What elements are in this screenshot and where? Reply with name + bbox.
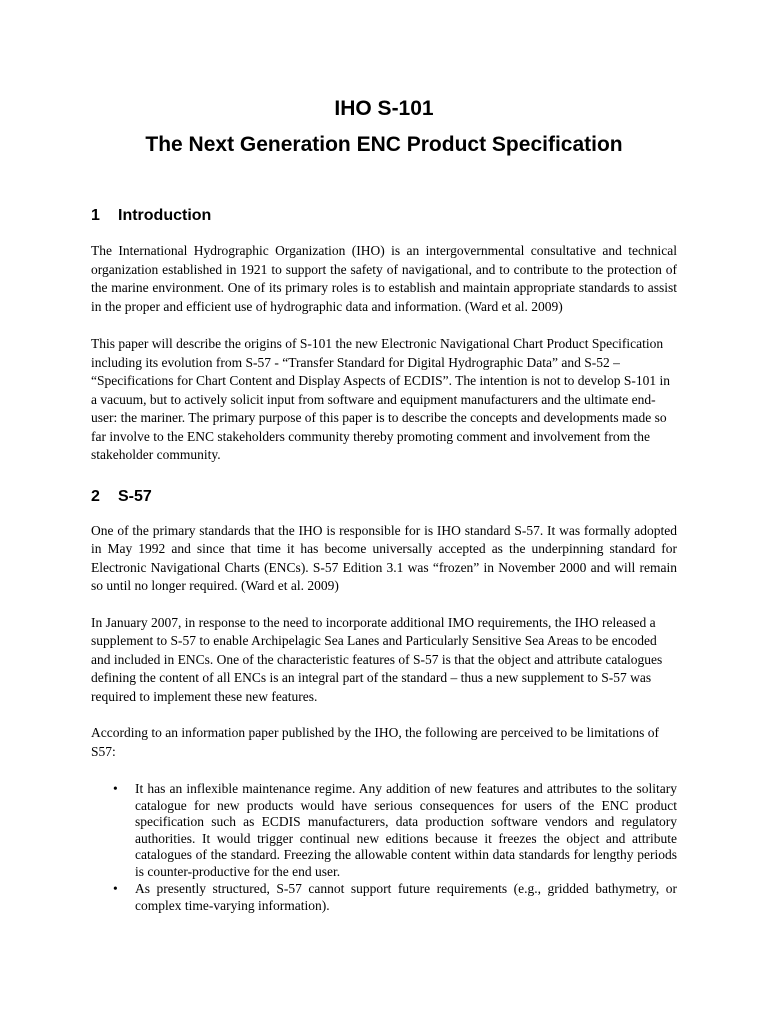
section-title: Introduction [118,207,212,224]
limitations-list [91,781,677,914]
list-item [91,881,677,914]
document-subtitle: The Next Generation ENC Product Specification [145,133,623,156]
paragraph: According to an information paper published by the IHO, the following are perceived to be limitations of S57: [91,725,659,759]
bullet-icon: • [113,781,118,796]
paragraph: In January 2007, in response to the need to incorporate additional IMO requirements, the IHO released a supplement to S-57 to enable Archipelagic Sea Lanes and Particularly Sensitive Sea Areas to be encoded and included in ENCs. One of the characteristic features of S-57 is that the object and attribute catalogues defining the content of all ENCs is an integral part of the standard – thus a new supplement to S-57 was required to implement these new features. [91,614,663,704]
paragraph: This paper will describe the origins of S-101 the new Electronic Navigational Chart Product Specification including its evolution from S-57 - “Transfer Standard for Digital Hydrographic Data” and S-52 – “Specifications for Chart Content and Display Aspects of ECDIS”. The intention is not to develop S-101 in a vacuum, but to actively solicit input from software and equipment manufacturers and the ultimate end-user: the mariner. The primary purpose of this paper is to describe the concepts and developments made so far involve to the ENC stakeholders community thereby promoting comment and involvement from the stakeholder community. [91,336,671,462]
paragraph: One of the primary standards that the IHO is responsible for is IHO standard S-57. It was formally adopted in May 1992 and since that time it has become universally accepted as the underpinning standard for Electronic Navigational Charts (ENCs). S-57 Edition 3.1 was “frozen” in November 2000 and will remain so until no longer required. (Ward et al. 2009) [91,522,677,593]
list-item [91,781,677,880]
document-title: IHO S-101 [334,97,434,120]
list-item-text: As presently structured, S-57 cannot support future requirements (e.g., gridded bathymetry, or complex time-varying information). [135,881,677,913]
list-item-text: It has an inflexible maintenance regime. Any addition of new features and attributes to the solitary catalogue for new products would have serious consequences for users of the ENC product specification such as ECDIS manufacturers, data production software vendors and regulatory authorities. It would trigger continual new editions because it freezes the object and attribute catalogues of the standard. Freezing the allowable content within data standards for lengthy periods is counter-productive for the end user. [135,781,677,879]
paragraph: The International Hydrographic Organization (IHO) is an intergovernmental consultative and technical organization established in 1921 to support the safety of navigational, and to contribute to the protection of the marine environment. One of its primary roles is to establish and maintain appropriate standards to assist in the proper and efficient use of hydrographic data and information. (Ward et al. 2009) [91,243,677,314]
section-number: 2 [91,487,100,505]
section-title: S-57 [118,487,152,505]
section-heading-introduction [91,206,677,226]
section-heading-s57 [91,487,677,507]
section-number: 1 [91,207,100,224]
bullet-icon: • [113,881,118,896]
